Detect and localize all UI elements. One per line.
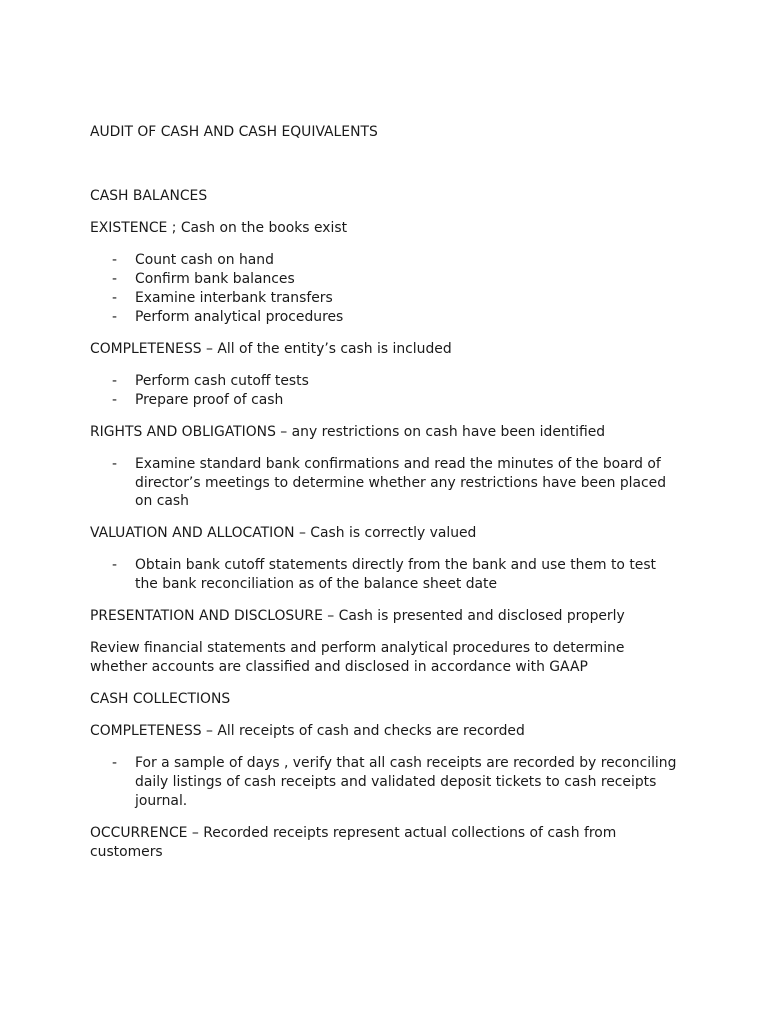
collections-completeness-heading: COMPLETENESS – All receipts of cash and checks are recorded [90, 723, 525, 739]
rights-obligations-heading: RIGHTS AND OBLIGATIONS – any restrictions on cash have been identified [90, 424, 606, 440]
paragraph-line: whether accounts are classified and disclosed in accordance with GAAP [90, 659, 588, 675]
list-item-line: the bank reconciliation as of the balance sheet date [135, 576, 498, 592]
bullet-dash: - [112, 252, 118, 268]
bullet-dash: - [112, 309, 118, 325]
paragraph-line: Review financial statements and perform analytical procedures to determine [90, 640, 625, 656]
heading-line: customers [90, 844, 163, 860]
list-item-line: journal. [135, 793, 188, 809]
bullet-dash: - [112, 755, 118, 771]
list-item: Examine interbank transfers [135, 290, 333, 306]
list-item: Perform cash cutoff tests [135, 373, 309, 389]
section-heading-cash-balances: CASH BALANCES [90, 188, 208, 204]
bullet-dash: - [112, 392, 118, 408]
heading-line: OCCURRENCE – Recorded receipts represent actual collections of cash from [90, 825, 617, 841]
list-item-line: For a sample of days , verify that all cash receipts are recorded by reconciling [135, 755, 677, 771]
list-item: Confirm bank balances [135, 271, 295, 287]
bullet-dash: - [112, 557, 118, 573]
completeness-heading: COMPLETENESS – All of the entity’s cash is included [90, 341, 452, 357]
document-title: AUDIT OF CASH AND CASH EQUIVALENTS [90, 124, 378, 140]
existence-heading: EXISTENCE ; Cash on the books exist [90, 220, 348, 236]
list-item-line: on cash [135, 493, 189, 509]
list-item: Perform analytical procedures [135, 309, 344, 325]
list-item-line: daily listings of cash receipts and validated deposit tickets to cash receipts [135, 774, 657, 790]
list-item: Prepare proof of cash [135, 392, 284, 408]
list-item-line: Examine standard bank confirmations and read the minutes of the board of [135, 456, 661, 472]
list-item: Count cash on hand [135, 252, 274, 268]
section-heading-cash-collections: CASH COLLECTIONS [90, 691, 231, 707]
bullet-dash: - [112, 271, 118, 287]
valuation-heading: VALUATION AND ALLOCATION – Cash is correctly valued [90, 525, 477, 541]
list-item-line: director’s meetings to determine whether any restrictions have been placed [135, 475, 667, 491]
bullet-dash: - [112, 373, 118, 389]
presentation-heading: PRESENTATION AND DISCLOSURE – Cash is presented and disclosed properly [90, 608, 625, 624]
list-item-line: Obtain bank cutoff statements directly from the bank and use them to test [135, 557, 657, 573]
bullet-dash: - [112, 456, 118, 472]
bullet-dash: - [112, 290, 118, 306]
